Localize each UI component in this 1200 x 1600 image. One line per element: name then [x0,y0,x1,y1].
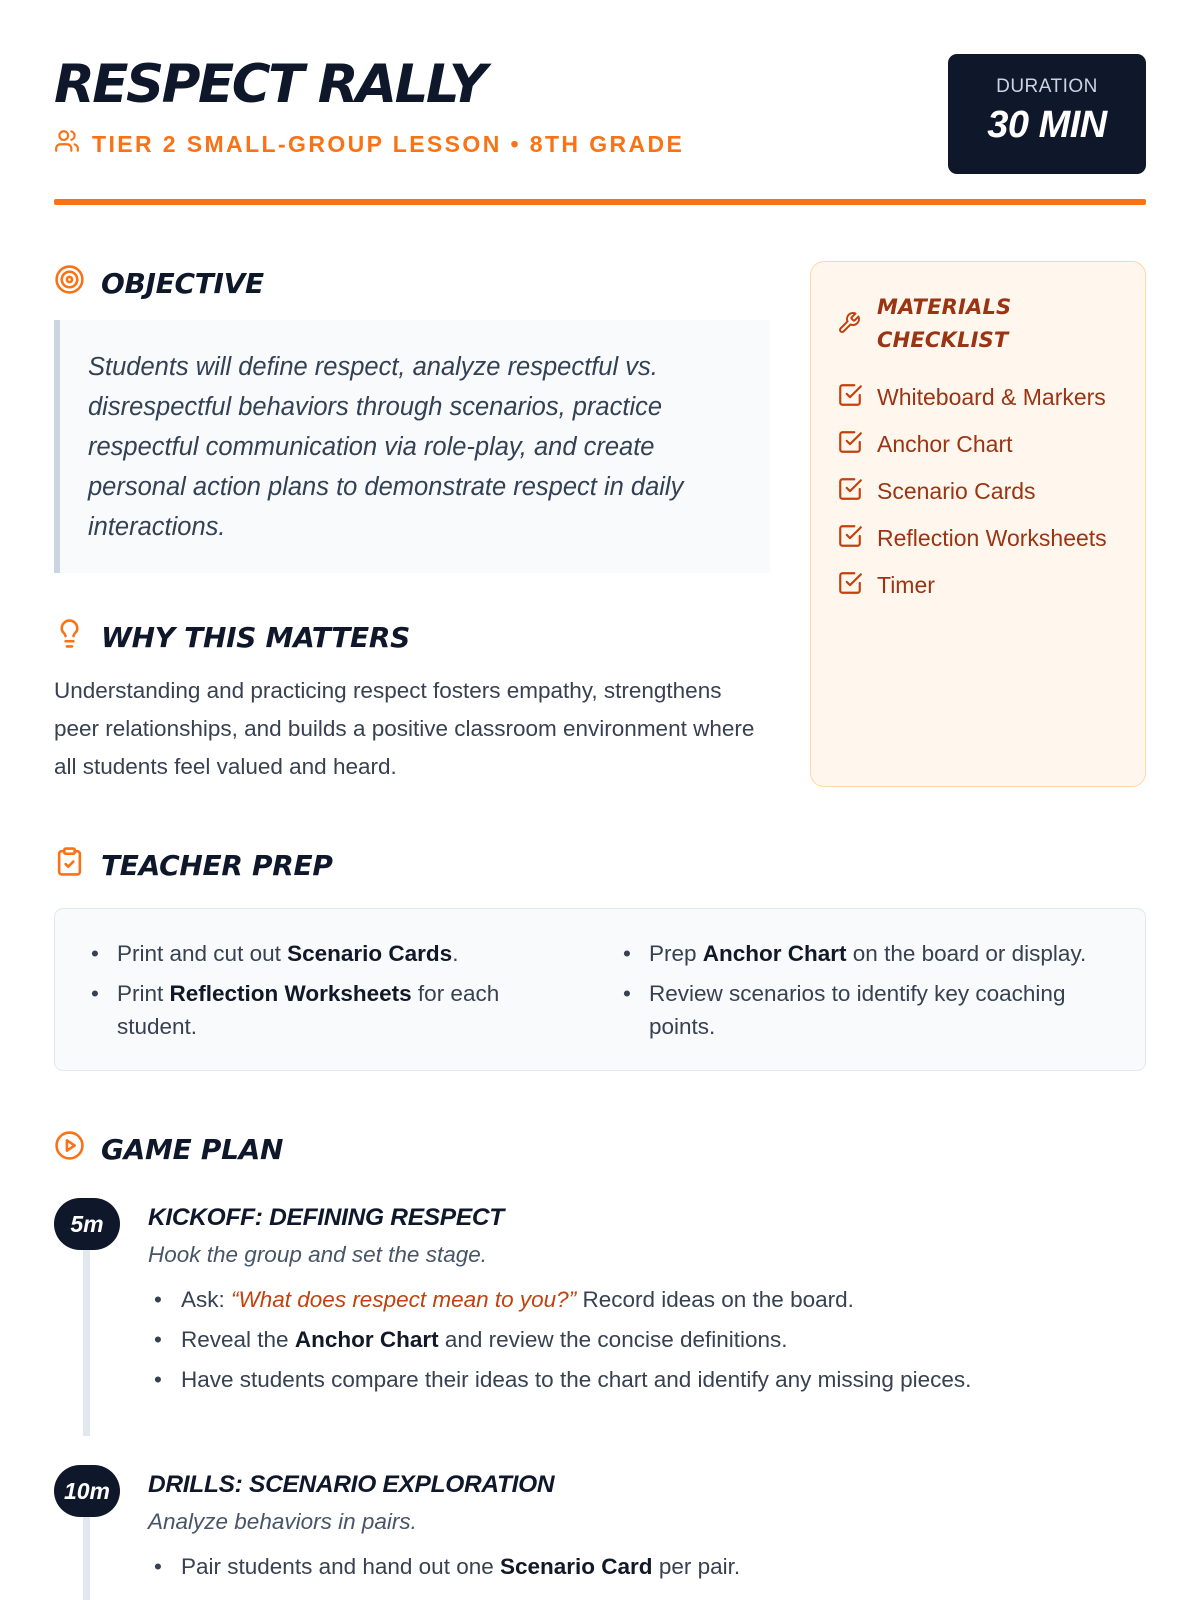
prep-box [54,908,1146,1071]
step-bullet: • Have students compare their ideas to the chart and identify any missing pieces. [148,1360,971,1400]
materials-item [837,421,1107,468]
materials-item-label: Timer [877,572,935,598]
materials-item-label: Scenario Cards [877,478,1036,504]
materials-item [837,374,1107,421]
step-bullet: • Ask: “What does respect mean to you?” Record ideas on the board. [148,1280,971,1320]
materials-heading [837,291,1011,357]
play-circle-icon [54,1130,101,1168]
prep-item: • Review scenarios to identify key coaching points. [619,977,1119,1043]
materials-heading-line2: CHECKLIST [877,328,1009,352]
wrench-icon [837,291,877,345]
timeline-connector [83,1516,90,1600]
why-heading-text: WHY THIS MATTERS [101,620,410,654]
materials-item [837,515,1107,562]
step-subtitle: Hook the group and set the stage. [148,1242,487,1267]
check-square-icon [837,476,877,508]
materials-heading-line1: MATERIALS [877,295,1012,319]
materials-checklist [810,261,1146,787]
prep-item: • Print Reflection Worksheets for each student. [87,977,557,1043]
check-square-icon [837,429,877,461]
step-bullet: • Pair students and hand out one Scenario Card per pair. [148,1547,740,1587]
objective-heading-text: OBJECTIVE [101,266,264,300]
header-divider [54,199,1146,205]
step-subtitle: Analyze behaviors in pairs. [148,1509,417,1534]
why-heading [54,618,410,656]
lesson-header [54,52,1146,212]
target-icon [54,264,101,302]
step-title: KICKOFF: DEFINING RESPECT [148,1204,504,1231]
check-square-icon [837,570,877,602]
objective-heading [54,264,264,302]
time-badge: 10m [54,1465,120,1517]
check-square-icon [837,523,877,555]
materials-item [837,468,1107,515]
clipboard-check-icon [54,846,101,884]
time-badge: 5m [54,1198,120,1250]
users-icon [54,128,92,160]
lightbulb-icon [54,618,101,656]
step-bullets [148,1280,971,1400]
prep-item: • Print and cut out Scenario Cards. [87,937,557,970]
duration-badge [948,54,1146,174]
materials-item-label: Reflection Worksheets [877,525,1107,551]
prep-heading [54,846,333,884]
prep-list-right [619,937,1119,1050]
materials-item [837,562,1107,609]
question-quote: “What does respect mean to you?” [231,1287,577,1312]
timeline-connector [83,1250,90,1436]
gameplan-heading [54,1130,283,1168]
gameplan-heading-text: GAME PLAN [101,1132,284,1166]
step-bullet: • Reveal the Anchor Chart and review the concise definitions. [148,1320,971,1360]
page-title: RESPECT RALLY [54,54,485,115]
duration-value: 30 MIN [987,104,1107,146]
lesson-subtitle [54,128,684,160]
subtitle-text: TIER 2 SMALL-GROUP LESSON • 8TH GRADE [92,130,685,157]
materials-item-label: Anchor Chart [877,431,1013,457]
check-square-icon [837,382,877,414]
prep-list-left [87,937,557,1050]
step-bullets [148,1547,740,1587]
materials-list [837,374,1107,609]
prep-item: • Prep Anchor Chart on the board or display. [619,937,1119,970]
materials-item-label: Whiteboard & Markers [877,384,1106,410]
objective-text: Students will define respect, analyze respectful vs. disrespectful behaviors through scenarios, practice respectful communication via role-play, and create personal action plans to demonstrate respect in daily interactions. [54,320,770,573]
step-title: DRILLS: SCENARIO EXPLORATION [148,1471,555,1498]
why-text: Understanding and practicing respect fosters empathy, strengthens peer relationships, and builds a positive classroom environment where all students feel valued and heard. [54,678,755,779]
duration-label: DURATION [996,76,1098,97]
prep-heading-text: TEACHER PREP [101,848,333,882]
